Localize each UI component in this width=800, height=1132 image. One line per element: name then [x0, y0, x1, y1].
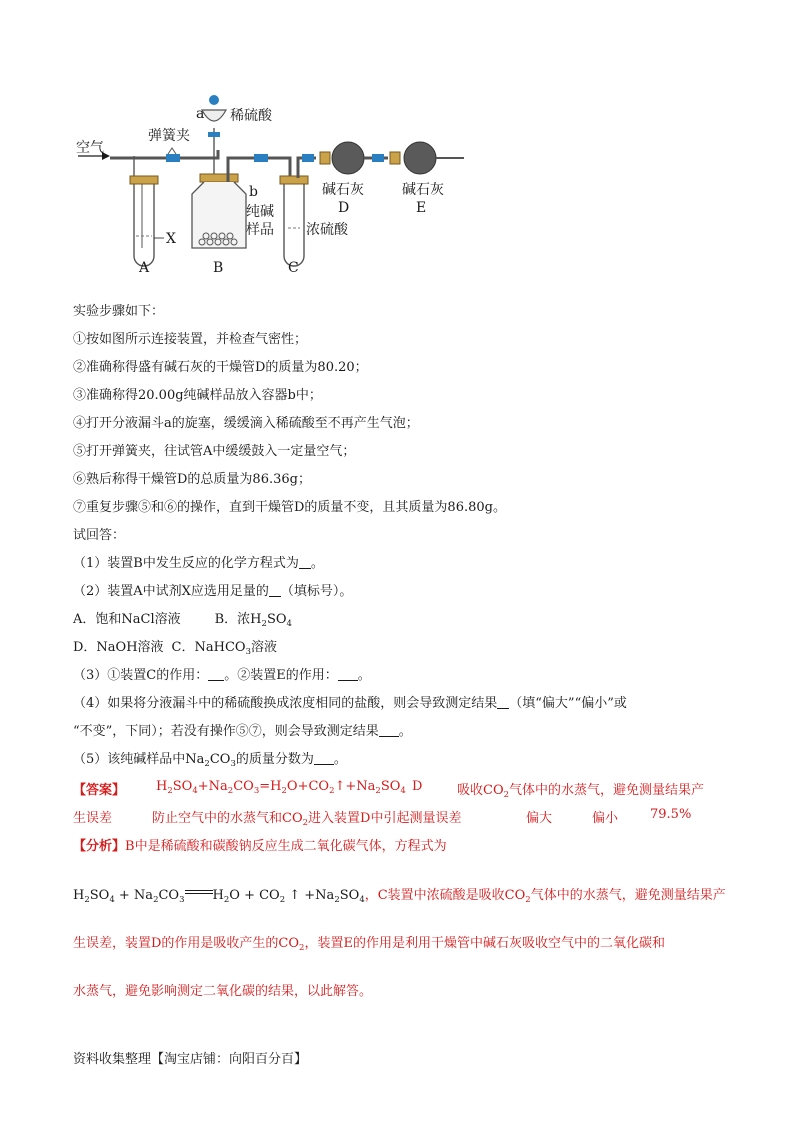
bottle-b	[192, 182, 246, 248]
answer-4a: 偏大	[526, 811, 553, 826]
q3-text-b: 。②装置E的作用：	[224, 668, 338, 683]
q4-end: 。	[398, 724, 412, 739]
label-soda-sample-1: 纯碱	[246, 204, 274, 220]
drying-tube-e	[404, 142, 436, 174]
q4-blank-2	[379, 724, 399, 737]
label-b: b	[249, 184, 258, 200]
answer-equation: $H_2SO_4+Na_2CO_3=H_2O+CO_2↑+Na_2SO_4$	[156, 779, 406, 796]
option-b: B．浓$H_2SO_4$	[214, 612, 292, 629]
footer-source: 资料收集整理【淘宝店铺：向阳百分百】	[73, 1052, 308, 1067]
spring-clip	[166, 154, 180, 162]
tube-a-stopper	[130, 176, 158, 184]
analysis-line-2: $H_2SO_4 + Na_2CO_3$ $H_2O + CO_2$ ↑ $+Na_2SO_4$，C装置中浓硫酸是吸收$CO_2$气体中的水蒸气，避免测量结果产	[73, 888, 726, 905]
steps-intro: 实验步骤如下：	[73, 304, 165, 319]
label-spring-clip: 弹簧夹	[148, 128, 190, 144]
tube-a	[134, 156, 154, 266]
funnel-stopcock	[208, 132, 220, 137]
analysis-line-4: 水蒸气，避免影响测定二氧化碳的结果，以此解答。	[73, 984, 373, 999]
answer-4b: 偏小	[592, 811, 619, 826]
q3-text-a: （3）①装置C的作用：	[73, 668, 209, 683]
step-1: ①按如图所示连接装置，并检查气密性；	[73, 332, 308, 347]
analysis-line-1	[73, 835, 447, 854]
q1-text: （1）装置B中发生反应的化学方程式为	[73, 556, 299, 571]
bottle-b-stopper	[200, 174, 238, 182]
label-soda-lime-d: 碱石灰	[322, 182, 364, 198]
option-c: C．NaHCO$_3$溶液	[171, 640, 277, 657]
q3-blank-1	[208, 668, 224, 681]
q2-blank	[269, 584, 281, 597]
label-B: B	[213, 260, 224, 276]
step-5: ⑤打开弹簧夹，往试管A中缓缓鼓入一定量空气；	[73, 444, 356, 459]
label-air: 空气	[76, 140, 104, 156]
q2-options-row-2	[73, 639, 277, 661]
step-2: ②准确称得盛有碱石灰的干燥管D的质量为80.20；	[73, 360, 368, 375]
q2-options-row-1	[73, 611, 292, 633]
q4-text-b: （填“偏大”“偏小”或	[509, 696, 627, 711]
answer-3a: 吸收$CO_2$气体中的水蒸气，避免测量结果产	[457, 783, 705, 800]
q3-end: 。	[357, 668, 371, 683]
answer-3b: 防止空气中的水蒸气和$CO_2$进入装置D中引起测量误差	[152, 811, 462, 828]
label-dilute-acid: 稀硫酸	[230, 108, 272, 124]
step-4: ④打开分液漏斗a的旋塞，缓缓滴入稀硫酸至不再产生气泡；	[73, 416, 419, 431]
label-conc-acid: 浓硫酸	[306, 222, 348, 238]
question-4-line-2	[73, 723, 412, 741]
apparatus-diagram	[68, 88, 468, 284]
connector-bc	[254, 154, 268, 162]
answer-5: 79.5%	[650, 807, 692, 822]
drying-tube-d	[332, 142, 364, 174]
connector-de	[372, 154, 384, 162]
answer-2: D	[412, 779, 423, 794]
step-7: ⑦重复步骤⑤和⑥的操作，直到干燥管D的质量不变，且其质量为86.80g。	[73, 500, 506, 515]
funnel-stopper	[209, 95, 219, 105]
step-3: ③准确称得20.00g纯碱样品放入容器b中；	[73, 388, 322, 403]
q4-blank-1	[497, 696, 509, 709]
q3-blank-2	[338, 668, 358, 681]
option-d: D．NaOH溶液	[73, 640, 164, 655]
label-x: X	[166, 231, 176, 247]
equals-double-line	[185, 889, 213, 897]
analysis-tag: 【分析】	[73, 839, 126, 854]
question-2	[73, 583, 352, 601]
analysis-line-3: 生误差，装置D的作用是吸收产生的$CO_2$，装置E的作用是利用干燥管中碱石灰吸收空气中的二氧化碳和	[73, 936, 665, 953]
label-soda-lime-e: 碱石灰	[402, 182, 444, 198]
tube-c	[284, 184, 304, 266]
spring-clip-wire	[168, 148, 176, 154]
option-a: A．饱和NaCl溶液	[73, 612, 181, 627]
q4-text-c: “不变”，下同）；若没有操作⑤⑦，则会导致测定结果	[73, 724, 379, 739]
question-3	[73, 667, 371, 685]
label-A: A	[139, 260, 150, 276]
tube-c-stopper	[280, 176, 308, 184]
question-1	[73, 555, 324, 573]
tube-d-stopper	[320, 152, 330, 164]
analysis-equation: $H_2SO_4 + Na_2CO_3$ $H_2O + CO_2$ ↑ $+Na_2SO_4$	[73, 888, 365, 905]
connector-cd	[302, 154, 314, 162]
q1-end: 。	[310, 556, 324, 571]
analysis-text-1: B中是稀硫酸和碳酸钠反应生成二氧化碳气体，方程式为	[125, 839, 447, 854]
label-D: D	[338, 200, 350, 216]
separatory-funnel	[202, 110, 226, 121]
questions-intro: 试回答：	[73, 528, 126, 543]
question-5: （5）该纯碱样品中$Na_2CO_3$的质量分数为 。	[73, 752, 347, 769]
label-soda-sample-2: 样品	[246, 222, 274, 238]
q2-text: （2）装置A中试剂X应选用足量的	[73, 584, 269, 599]
label-C: C	[288, 260, 299, 276]
q5-blank	[314, 752, 334, 765]
q2-end: （填标号）。	[280, 584, 353, 599]
question-4-line-1	[73, 695, 627, 713]
answer-tag: 【答案】	[73, 783, 126, 798]
q1-blank	[299, 556, 311, 569]
label-E: E	[416, 200, 427, 216]
label-a: a	[196, 106, 205, 122]
answer-3a-cont: 生误差	[73, 811, 113, 826]
q4-text-a: （4）如果将分液漏斗中的稀硫酸换成浓度相同的盐酸，则会导致测定结果	[73, 696, 498, 711]
tube-e-stopper	[390, 152, 400, 164]
step-6: ⑥熟后称得干燥管D的总质量为86.36g；	[73, 472, 311, 487]
